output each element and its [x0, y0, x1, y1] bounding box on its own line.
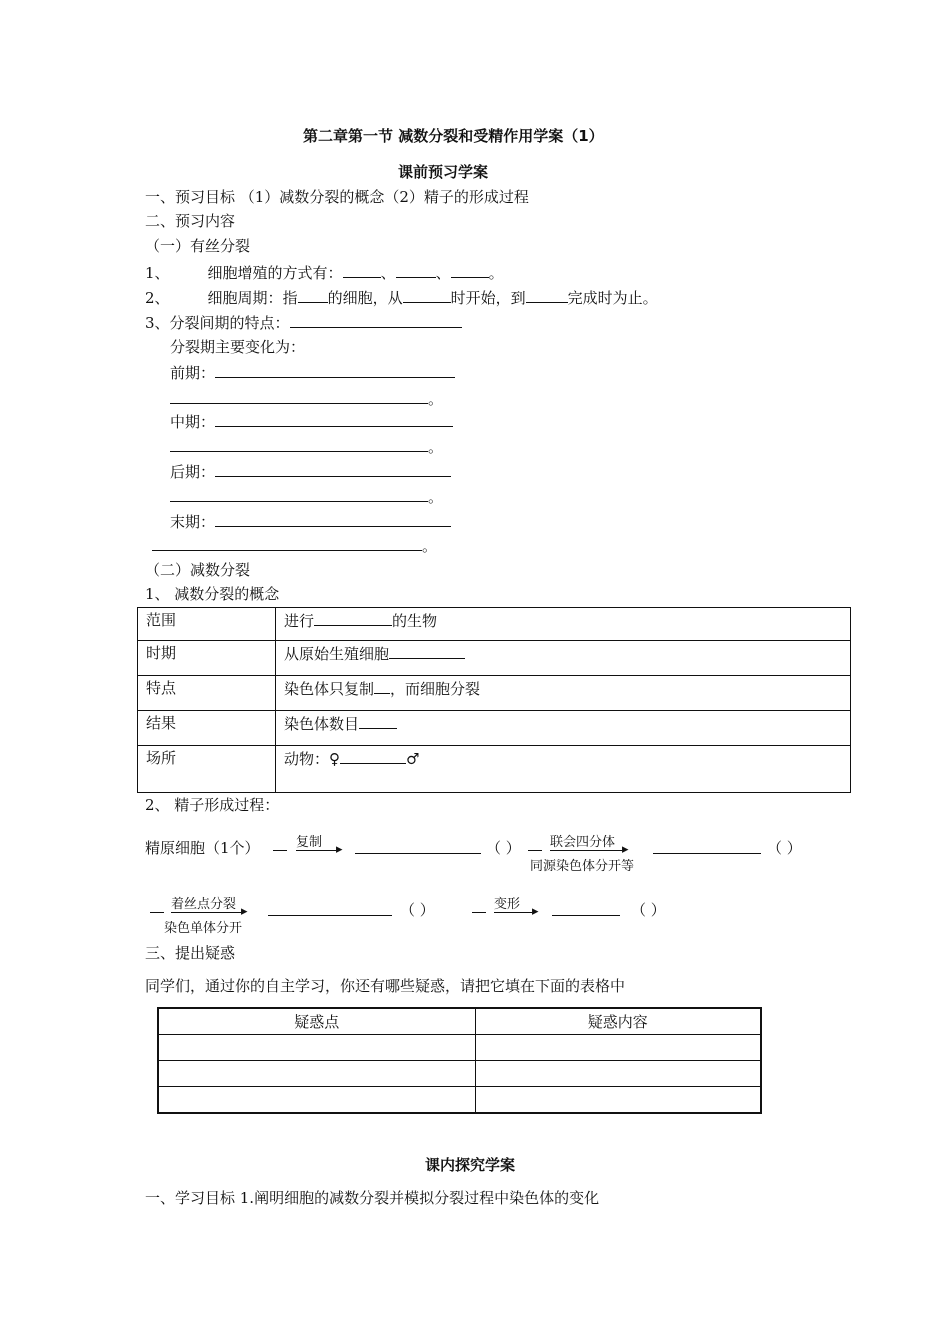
flow-blank-3[interactable]	[268, 915, 392, 916]
q1-number: 1、	[145, 264, 170, 282]
flow-paren-3: （ ）	[400, 901, 435, 919]
flow-arrow-3	[171, 912, 241, 913]
flow-blank-1[interactable]	[355, 853, 481, 854]
phase-metaphase	[170, 412, 453, 431]
preview-content-heading: 二、预习内容	[145, 212, 236, 230]
sperm-formation-heading: 2、 精子形成过程：	[145, 796, 280, 814]
meiosis-heading: （二）减数分裂	[145, 561, 251, 579]
table-row	[138, 746, 851, 793]
q3-text: 3、分裂间期的特点：	[145, 314, 290, 332]
concept-value	[276, 711, 851, 746]
telophase-period: 。	[422, 537, 438, 555]
flow-dash-2	[528, 850, 542, 851]
q3-blank[interactable]	[290, 313, 462, 328]
q1-text: 细胞增殖的方式有：	[207, 264, 343, 282]
flow-paren-2: （ ）	[767, 839, 802, 857]
q2-text-4: 完成时为止。	[567, 289, 658, 307]
flow-arrow-2	[550, 850, 622, 851]
meiosis-concept-table	[137, 607, 851, 793]
table-row	[158, 1035, 761, 1061]
phase-anaphase	[170, 462, 451, 481]
phase-label-metaphase: 中期：	[170, 413, 216, 431]
doubt-heading: 三、提出疑惑	[145, 944, 236, 962]
table-row	[138, 608, 851, 641]
concept-value	[276, 746, 851, 793]
doubt-cell[interactable]	[475, 1087, 761, 1114]
phase-label-anaphase: 后期：	[170, 463, 216, 481]
study-goal: 一、学习目标 1.阐明细胞的减数分裂并模拟分裂过程中染色体的变化	[145, 1189, 600, 1207]
flow-blank-2[interactable]	[653, 853, 761, 854]
q1-blank-3[interactable]	[451, 263, 489, 278]
concept-blank[interactable]	[374, 679, 390, 694]
flow-paren-1: （ ）	[486, 839, 521, 857]
doubt-cell[interactable]	[475, 1035, 761, 1061]
concept-text: 染色体只复制	[284, 680, 375, 698]
flow-arrow-1	[296, 850, 336, 851]
flow-dash-1	[273, 850, 287, 851]
flow-arrow-4	[494, 912, 532, 913]
concept-blank[interactable]	[389, 644, 465, 659]
phase-anaphase-line2	[170, 487, 443, 506]
concept-text: 染色体数目	[284, 715, 360, 733]
q1-sep-2: 、	[435, 264, 451, 282]
phase-prophase-line2	[170, 389, 443, 408]
table-row	[158, 1087, 761, 1114]
concept-text: 进行	[284, 612, 315, 630]
q2-text-3: 时开始，到	[450, 289, 526, 307]
question-3	[145, 313, 462, 332]
concept-key: 特点	[138, 676, 276, 711]
table-header-row	[158, 1008, 761, 1035]
section-title-explore: 课内探究学案	[425, 1156, 516, 1174]
concept-value	[276, 641, 851, 676]
q2-blank-2[interactable]	[403, 288, 451, 303]
table-row	[138, 641, 851, 676]
phase-label-prophase: 前期：	[170, 364, 216, 382]
concept-text: 从原始生殖细胞	[284, 645, 390, 663]
flow-blank-4[interactable]	[552, 915, 620, 916]
q2-text-2: 的细胞，从	[327, 289, 403, 307]
doubt-table	[157, 1007, 762, 1114]
arrow-right-icon: ▸	[241, 904, 248, 919]
telophase-blank-1[interactable]	[215, 512, 451, 527]
table-row	[138, 676, 851, 711]
concept-key: 范围	[138, 608, 276, 641]
arrow-right-icon: ▸	[622, 842, 629, 857]
concept-value	[276, 676, 851, 711]
prophase-blank-1[interactable]	[215, 363, 455, 378]
preview-goal: 一、预习目标 （1）减数分裂的概念（2）精子的形成过程	[145, 188, 529, 206]
telophase-blank-2[interactable]	[152, 536, 422, 551]
doubt-cell[interactable]	[158, 1035, 475, 1061]
q2-blank-3[interactable]	[526, 288, 568, 303]
section-title-preview: 课前预习学案	[398, 163, 489, 181]
concept-blank[interactable]	[359, 714, 397, 729]
flow-start: 精原细胞（1个）	[145, 839, 260, 857]
concept-text: 动物：♀	[284, 750, 340, 768]
phase-telophase-line2	[152, 536, 437, 555]
flow-step-2-note: 同源染色体分开等	[530, 859, 635, 874]
flow-paren-4: （ ）	[631, 901, 666, 919]
concept-key: 时期	[138, 641, 276, 676]
phase-label-telophase: 末期：	[170, 513, 216, 531]
page-title: 第二章第一节 减数分裂和受精作用学案（1）	[303, 127, 604, 145]
anaphase-period: 。	[428, 488, 444, 506]
flow-step-3-note: 染色单体分开	[164, 921, 243, 936]
q1-blank-2[interactable]	[396, 263, 436, 278]
doubt-cell[interactable]	[158, 1061, 475, 1087]
prophase-period: 。	[428, 390, 444, 408]
concept-blank[interactable]	[340, 749, 406, 764]
prophase-blank-2[interactable]	[170, 389, 428, 404]
concept-value	[276, 608, 851, 641]
phase-telophase	[170, 512, 451, 531]
question-1	[145, 263, 504, 282]
mitosis-heading: （一）有丝分裂	[145, 237, 251, 255]
table-row	[138, 711, 851, 746]
q2-number: 2、	[145, 289, 170, 307]
arrow-right-icon: ▸	[336, 842, 343, 857]
flow-step-1: 复制	[296, 835, 323, 850]
concept-text-2: ，而细胞分裂	[390, 680, 481, 698]
q1-end: 。	[488, 264, 504, 282]
metaphase-blank-1[interactable]	[215, 412, 453, 427]
doubt-header-content: 疑惑内容	[475, 1008, 761, 1035]
phases-heading: 分裂期主要变化为：	[170, 338, 306, 356]
flow-dash-4	[472, 912, 486, 913]
table-row	[158, 1061, 761, 1087]
q2-blank-1[interactable]	[298, 288, 328, 303]
question-2	[145, 288, 658, 307]
anaphase-blank-2[interactable]	[170, 487, 428, 502]
flow-step-4: 变形	[494, 897, 521, 912]
meiosis-concept-heading: 1、 减数分裂的概念	[145, 585, 280, 603]
metaphase-period: 。	[428, 438, 444, 456]
flow-step-3: 着丝点分裂	[171, 897, 237, 912]
arrow-right-icon: ▸	[532, 904, 539, 919]
doubt-cell[interactable]	[475, 1061, 761, 1087]
metaphase-blank-2[interactable]	[170, 437, 428, 452]
flow-dash-3	[150, 912, 164, 913]
anaphase-blank-1[interactable]	[215, 462, 451, 477]
q1-sep-1: 、	[380, 264, 396, 282]
flow-step-2: 联会四分体	[550, 835, 616, 850]
doubt-header-point: 疑惑点	[158, 1008, 475, 1035]
concept-key: 结果	[138, 711, 276, 746]
male-symbol: ♂	[405, 750, 420, 768]
q2-text-1: 细胞周期：指	[207, 289, 298, 307]
doubt-instructions: 同学们，通过你的自主学习，你还有哪些疑惑，请把它填在下面的表格中	[145, 977, 626, 995]
q1-blank-1[interactable]	[343, 263, 381, 278]
concept-blank[interactable]	[314, 611, 392, 626]
phase-metaphase-line2	[170, 437, 443, 456]
concept-text-2: 的生物	[392, 612, 438, 630]
phase-prophase	[170, 363, 455, 382]
doubt-cell[interactable]	[158, 1087, 475, 1114]
concept-key: 场所	[138, 746, 276, 793]
